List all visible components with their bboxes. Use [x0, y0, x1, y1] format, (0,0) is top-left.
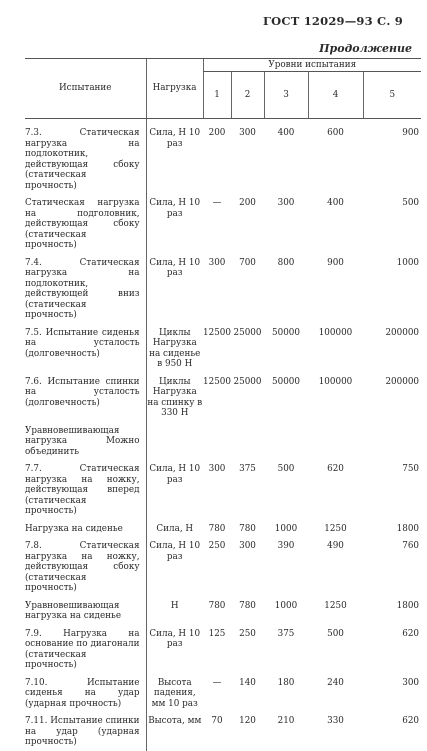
level-4-value: 100000 [318, 376, 353, 387]
load-description: Сила, Н 10 раз [146, 460, 203, 520]
level-3-value: 1000 [274, 523, 298, 534]
level-2-value: 300 [239, 128, 256, 138]
load-description: Сила, Н 10 раз [146, 625, 203, 674]
level-1-value: — [212, 198, 222, 208]
column-header-level-2: 2 [231, 72, 264, 119]
level-4-value: 330 [327, 716, 344, 726]
level-3-value: 210 [277, 716, 295, 726]
table-row [25, 537, 421, 597]
level-5-value: 620 [402, 716, 420, 726]
test-levels-table [25, 58, 421, 751]
level-4-value: 100000 [318, 327, 353, 338]
column-header-load: Нагрузка [146, 59, 203, 119]
test-description: 7.4. Статическая нагрузка на подлокотник, действующей вниз (статическая прочность) [25, 257, 140, 320]
load-description: Сила, Н [146, 520, 203, 538]
test-description: 7.5. Испытание сиденья на усталость (долговечность) [25, 327, 140, 359]
level-1-value: 70 [211, 716, 223, 726]
table-row [25, 460, 421, 520]
level-2-value: 780 [239, 523, 256, 534]
level-1-value: 125 [208, 628, 226, 639]
test-description: Уравновешивающая нагрузка на сиденье [25, 600, 122, 621]
level-1-value: 250 [208, 541, 226, 551]
level-5-value: 200000 [385, 376, 420, 387]
table-row [25, 254, 421, 324]
table-row [25, 625, 421, 674]
level-3-value: 50000 [272, 327, 300, 338]
table-row [25, 194, 421, 254]
page-header-reference: ГОСТ 12029—93 С. 9 [263, 14, 403, 28]
table-row [25, 712, 421, 751]
load-description [146, 422, 203, 461]
level-2-value: 700 [239, 257, 256, 268]
load-description: Сила, Н 10 раз [146, 119, 203, 195]
table-row [25, 674, 421, 713]
level-4-value: 900 [327, 257, 344, 268]
level-1-value: 780 [208, 600, 226, 611]
table-row [25, 373, 421, 422]
load-description: Высота, мм [146, 712, 203, 751]
load-description: Циклы Нагрузка на спинку в 330 Н [146, 373, 203, 422]
column-header-level-1: 1 [203, 72, 231, 119]
column-header-levels: Уровни испытания [203, 59, 421, 72]
test-description: 7.3. Статическая нагрузка на подлокотник, действующая сбоку (статическая прочность) [25, 128, 140, 191]
test-description: 7.8. Статическая нагрузка на ножку, действующая сбоку (статическая прочность) [25, 541, 140, 593]
table-row [25, 597, 421, 625]
load-description: Н [146, 597, 203, 625]
table-row [25, 324, 421, 373]
level-1-value: 300 [208, 464, 226, 474]
continuation-label: Продолжение [319, 42, 412, 55]
load-description: Сила, Н 10 раз [146, 194, 203, 254]
level-5-value: 500 [402, 198, 420, 208]
level-2-value: 140 [239, 677, 256, 688]
level-4-value: 1250 [324, 523, 347, 534]
test-description: 7.7. Статическая нагрузка на ножку, действующая вперед (статическая прочность) [25, 464, 140, 516]
level-3-value: 1000 [274, 600, 298, 611]
level-1-value: 200 [208, 128, 226, 138]
level-1-value [203, 422, 231, 461]
level-4-value: 600 [327, 128, 344, 138]
column-header-level-4: 4 [308, 72, 363, 119]
level-3-value: 400 [277, 128, 295, 138]
level-4-value [308, 422, 363, 461]
level-3-value: 500 [277, 464, 295, 474]
load-description: Сила, Н 10 раз [146, 254, 203, 324]
level-5-value: 200000 [385, 327, 420, 338]
level-2-value [231, 422, 264, 461]
test-description: Уравновешивающая нагрузка Можно объединить [25, 425, 140, 457]
load-description: Сила, Н 10 раз [146, 537, 203, 597]
level-5-value: 1800 [396, 523, 420, 534]
test-description: 7.9. Нагрузка на основание по диагонали (статическая прочность) [25, 628, 140, 670]
level-2-value: 25000 [233, 376, 262, 387]
level-2-value: 780 [239, 600, 256, 611]
level-1-value: — [212, 677, 222, 688]
level-5-value: 1000 [396, 257, 420, 268]
level-5-value: 750 [402, 464, 420, 474]
level-4-value: 500 [327, 628, 344, 639]
level-5-value: 760 [402, 541, 420, 551]
column-header-test: Испытание [25, 59, 146, 119]
table-row [25, 520, 421, 538]
test-description: Нагрузка на сиденье [25, 523, 123, 534]
level-3-value: 375 [277, 628, 295, 639]
level-3-value: 300 [277, 198, 295, 208]
level-4-value: 620 [327, 464, 344, 474]
level-3-value: 800 [277, 257, 295, 268]
level-2-value: 250 [239, 628, 256, 639]
test-description: 7.10. Испытание сиденья на удар (ударная прочность) [25, 677, 140, 709]
level-5-value: 300 [402, 677, 420, 688]
level-5-value: 620 [402, 628, 420, 639]
load-description: Циклы Нагрузка на сиденье в 950 Н [146, 324, 203, 373]
level-1-value: 300 [208, 257, 226, 268]
level-4-value: 400 [327, 198, 344, 208]
level-3-value: 180 [277, 677, 295, 688]
level-2-value: 375 [239, 464, 256, 474]
test-description: Статическая нагрузка на подголовник, действующая сбоку (статическая прочность) [25, 198, 140, 250]
level-1-value: 780 [208, 523, 226, 534]
test-description: 7.6. Испытание спинки на усталость (долговечность) [25, 376, 140, 408]
level-2-value: 25000 [233, 327, 262, 338]
level-3-value [264, 422, 308, 461]
level-1-value: 12500 [203, 327, 231, 338]
level-2-value: 300 [239, 541, 256, 551]
column-header-level-3: 3 [264, 72, 308, 119]
level-2-value: 120 [239, 716, 256, 726]
level-4-value: 240 [327, 677, 344, 688]
level-2-value: 200 [239, 198, 256, 208]
test-description: 7.11. Испытание спинки на удар (ударная прочность) [25, 716, 140, 747]
column-header-level-5: 5 [363, 72, 421, 119]
level-4-value: 1250 [324, 600, 347, 611]
level-4-value: 490 [327, 541, 344, 551]
level-3-value: 50000 [272, 376, 300, 387]
load-description: Высота падения, мм 10 раз [146, 674, 203, 713]
level-1-value: 12500 [203, 376, 231, 387]
table-row [25, 119, 421, 195]
level-5-value: 900 [402, 128, 420, 138]
level-5-value [363, 422, 421, 461]
table-row [25, 422, 421, 461]
level-3-value: 390 [277, 541, 295, 551]
level-5-value: 1800 [396, 600, 420, 611]
